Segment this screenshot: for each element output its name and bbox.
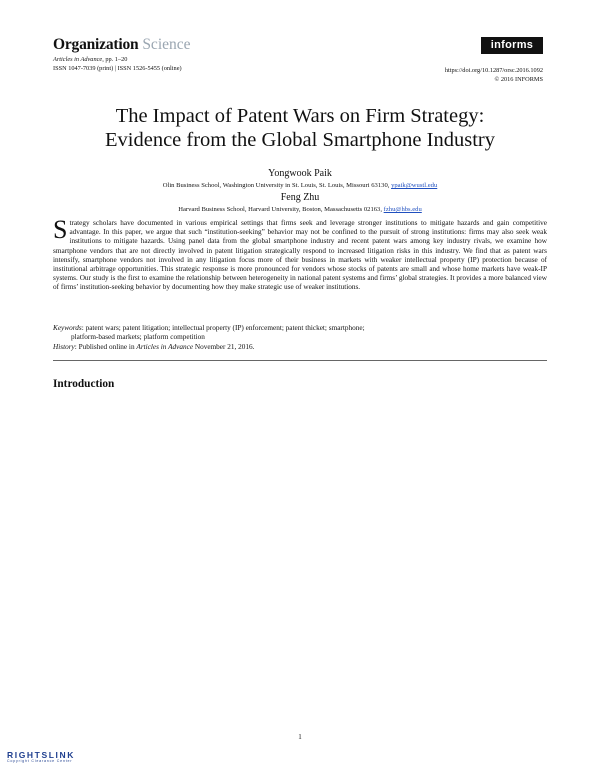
keywords: Keywords: patent wars; patent litigation; intellectual property (IP) enforcement; patent thicket; smartphone; platform-based markets; platform competition [53,324,365,342]
doi-link[interactable]: https://doi.org/10.1287/orsc.2016.1092 [444,67,543,74]
history: History: Published online in Articles in Advance November 21, 2016. [53,343,255,351]
doi-info [445,66,543,84]
journal-name-light: Science [142,36,191,53]
section-heading: Introduction [53,378,115,390]
author-email-link[interactable]: fzhu@hbs.edu [383,206,422,213]
issn: ISSN 1047-7039 (print) | ISSN 1526-5455 (online) [53,65,182,72]
copyright: © 2016 INFORMS [494,76,543,83]
issue-info: Articles in Advance, pp. 1–20 ISSN 1047-7039 (print) | ISSN 1526-5455 (online) [53,56,182,72]
author-affiliation: Olin Business School, Washington University in St. Louis, St. Louis, Missouri 63130, ypaik@wustl.edu [162,182,438,189]
abstract-drop-cap: S [53,215,68,244]
abstract: Strategy scholars have documented in various empirical settings that firms seek and leverage stronger institutions to mitigate hazards and gain competitive advantage. In this paper, we argue that such “institution-seeking” behavior may not be confined to the pursuit of strong institutions: firms may also seek weak institutions to mitigate hazards. Using panel data from the global smartphone industry and recent patent wars among key industry rivals, we examine how smartphone vendors that are not directly involved in patent litigation strategically respond to increased litigation risks in this industry. We find that as patent wars intensify, smartphone vendors not involved in any litigation focus more of their business in markets with weaker intellectual property (IP) protection because of institutional arbitrage opportunities. This strategic response is more pronounced for vendors whose stocks of patents are small and whose home markets have weak-IP systems. Our study is the first to examine the relationship between heterogeneity in national patent systems and firms’ global strategies. It provides a more balanced view of firms’ institution-seeking behavior by documenting how they make strategic use of weaker institutions. [53,215,547,292]
author-email-link[interactable]: ypaik@wustl.edu [391,182,438,189]
rightslink-logo[interactable]: RIGHTSLINK Copyright Clearance Center [7,750,75,763]
author-affiliation: Harvard Business School, Harvard University, Boston, Massachusetts 02163, fzhu@hbs.edu [178,206,422,213]
informs-logo: informs [481,37,543,54]
author-name: Yongwook Paik [268,168,332,179]
page-number: 1 [298,733,302,741]
journal-name: Organization Science [53,36,191,53]
divider [53,360,547,361]
author-name: Feng Zhu [280,192,320,203]
article-title: The Impact of Patent Wars on Firm Strategy: Evidence from the Global Smartphone Industry [105,105,495,151]
